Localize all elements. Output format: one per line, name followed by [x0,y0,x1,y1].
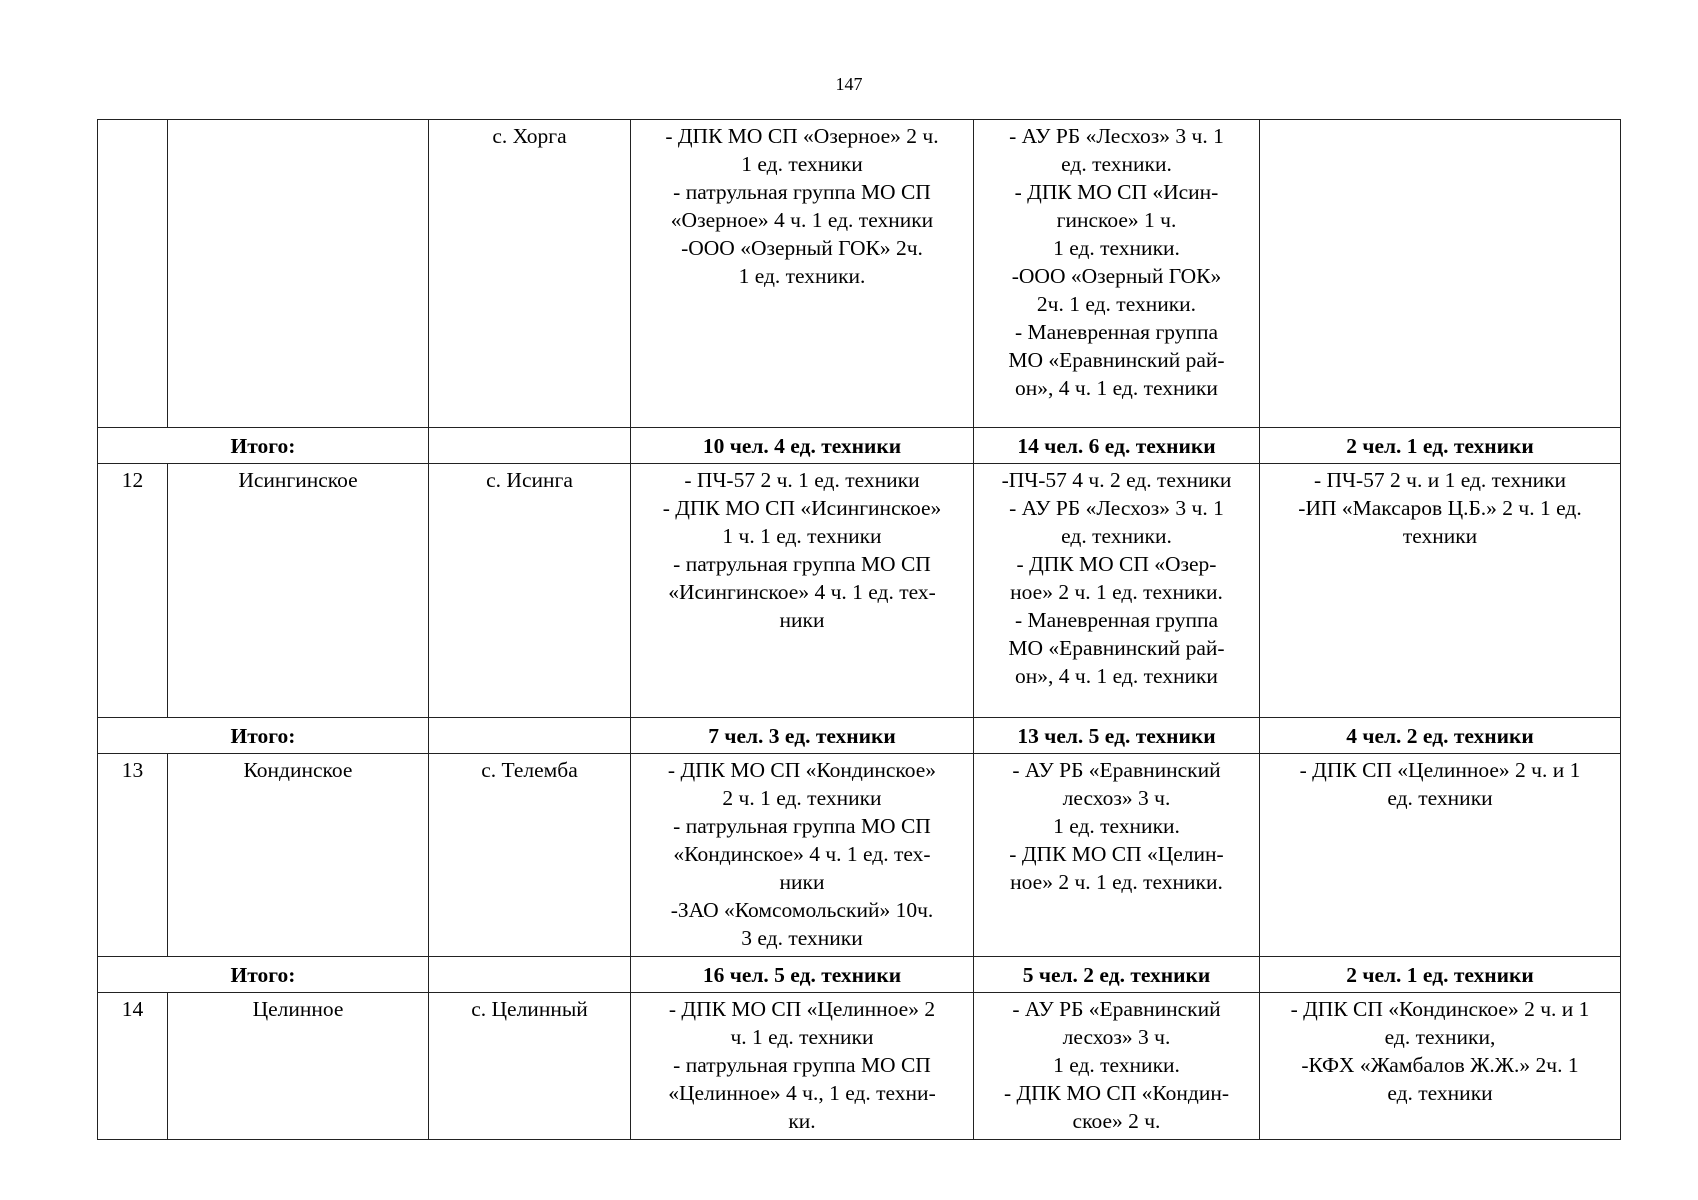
cell-line: - АУ РБ «Еравнинский [1012,758,1221,782]
forces-cell [1260,993,1621,1140]
cell-line: он», 4 ч. 1 ед. техники [1015,376,1218,400]
cell-line: - ДПК МО СП «Кондин- [1003,1081,1230,1105]
cell-line: МО «Еравнинский рай- [1008,636,1225,660]
forces-cell [974,120,1260,428]
cell-line: гинское» 1 ч. [1056,208,1177,232]
cell-line: - патрульная группа МО СП [673,552,931,576]
cell-line: ед. техники [1387,786,1493,810]
empty-cell [429,957,631,993]
total-value: 10 чел. 4 ед. техники [631,428,974,464]
cell-line: - патрульная группа МО СП [673,1053,931,1077]
cell-line: -ПЧ-57 4 ч. 2 ед. техники [1001,468,1232,492]
total-row [98,428,1621,464]
cell-line: - Маневренная группа [1014,320,1219,344]
cell-line: ники [779,870,825,894]
forces-cell [631,120,974,428]
cell-line: «Целинное» 4 ч., 1 ед. техни- [668,1081,936,1105]
total-label: Итого: [98,957,429,993]
cell-line: - ДПК МО СП «Целин- [1009,842,1224,866]
cell-line: он», 4 ч. 1 ед. техники [1015,664,1218,688]
table-row [98,120,1621,428]
total-value: 5 чел. 2 ед. техники [974,957,1260,993]
cell-line: «Кондинское» 4 ч. 1 ед. тех- [673,842,931,866]
cell-line: - АУ РБ «Лесхоз» 3 ч. 1 [1009,124,1224,148]
cell-line: 1 ед. техники. [1053,236,1180,260]
forces-cell [631,464,974,718]
cell-line: - ДПК СП «Целинное» 2 ч. и 1 [1299,758,1581,782]
cell-line: - ПЧ-57 2 ч. 1 ед. техники [684,468,920,492]
total-value: 2 чел. 1 ед. техники [1260,957,1621,993]
cell-line: -ООО «Озерный ГОК» 2ч. [681,236,923,260]
cell-line: - ДПК МО СП «Исингинское» [662,496,942,520]
cell-line: ки. [788,1109,816,1133]
cell-line: лесхоз» 3 ч. [1062,1025,1171,1049]
cell-line: - ДПК МО СП «Исин- [1014,180,1219,204]
cell-line: ед. техники, [1384,1025,1496,1049]
total-row [98,718,1621,754]
total-label: Итого: [98,428,429,464]
total-value: 14 чел. 6 ед. техники [974,428,1260,464]
total-value: 13 чел. 5 ед. техники [974,718,1260,754]
cell-line: - ДПК СП «Кондинское» 2 ч. и 1 [1290,997,1590,1021]
village-name: с. Хорга [429,120,631,428]
row-number: 12 [98,464,168,718]
forces-cell [1260,464,1621,718]
forces-cell [974,464,1260,718]
village-name: с. Телемба [429,754,631,957]
cell-line: - ДПК МО СП «Кондинское» [667,758,937,782]
settlement-name: Исингинское [168,464,429,718]
cell-line: МО «Еравнинский рай- [1008,348,1225,372]
cell-line: 2ч. 1 ед. техники. [1036,292,1197,316]
cell-line: - ДПК МО СП «Целинное» 2 [668,997,936,1021]
table-row [98,993,1621,1140]
cell-line: «Исингинское» 4 ч. 1 ед. тех- [668,580,936,604]
cell-line: ед. техники. [1061,152,1172,176]
cell-line: 2 ч. 1 ед. техники [722,786,882,810]
cell-line: ед. техники [1387,1081,1493,1105]
empty-cell [429,428,631,464]
cell-line: - АУ РБ «Лесхоз» 3 ч. 1 [1009,496,1224,520]
total-value: 7 чел. 3 ед. техники [631,718,974,754]
empty-cell [429,718,631,754]
settlement-name: Целинное [168,993,429,1140]
page-number: 147 [835,74,863,94]
cell-line: ное» 2 ч. 1 ед. техники. [1010,580,1223,604]
cell-line: 1 ч. 1 ед. техники [722,524,882,548]
cell-line: 1 ед. техники. [1053,814,1180,838]
forces-cell [631,754,974,957]
cell-line: 1 ед. техники. [1053,1053,1180,1077]
table-row [98,464,1621,718]
cell-line: ед. техники. [1061,524,1172,548]
cell-line: - патрульная группа МО СП [673,814,931,838]
total-value: 2 чел. 1 ед. техники [1260,428,1621,464]
cell-line: - ПЧ-57 2 ч. и 1 ед. техники [1313,468,1567,492]
cell-line: ное» 2 ч. 1 ед. техники. [1010,870,1223,894]
total-value: 4 чел. 2 ед. техники [1260,718,1621,754]
cell-line: техники [1402,524,1478,548]
cell-line: - Маневренная группа [1014,608,1219,632]
row-number [98,120,168,428]
forces-cell [1260,120,1621,428]
cell-line: ское» 2 ч. [1072,1109,1161,1133]
cell-line: 1 ед. техники [741,152,863,176]
total-value: 16 чел. 5 ед. техники [631,957,974,993]
village-name: с. Целинный [429,993,631,1140]
settlement-name [168,120,429,428]
forces-table [97,119,1621,1140]
cell-line: - патрульная группа МО СП [673,180,931,204]
cell-line: - ДПК МО СП «Озер- [1016,552,1217,576]
cell-line: ч. 1 ед. техники [730,1025,874,1049]
forces-cell [974,993,1260,1140]
village-name: с. Исинга [429,464,631,718]
settlement-name: Кондинское [168,754,429,957]
row-number: 13 [98,754,168,957]
cell-line: -ИП «Максаров Ц.Б.» 2 ч. 1 ед. [1298,496,1582,520]
row-number: 14 [98,993,168,1140]
cell-line: -ООО «Озерный ГОК» [1011,264,1222,288]
cell-line: ники [779,608,825,632]
table-row [98,754,1621,957]
cell-line: лесхоз» 3 ч. [1062,786,1171,810]
forces-cell [974,754,1260,957]
cell-line: -ЗАО «Комсомольский» 10ч. [670,898,934,922]
cell-line: 1 ед. техники. [738,264,866,288]
cell-line: -КФХ «Жамбалов Ж.Ж.» 2ч. 1 [1301,1053,1579,1077]
cell-line: «Озерное» 4 ч. 1 ед. техники [670,208,934,232]
forces-cell [1260,754,1621,957]
cell-line: 3 ед. техники [741,926,863,950]
total-row [98,957,1621,993]
forces-cell [631,993,974,1140]
total-label: Итого: [98,718,429,754]
cell-line: - ДПК МО СП «Озерное» 2 ч. [665,124,939,148]
cell-line: - АУ РБ «Еравнинский [1012,997,1221,1021]
